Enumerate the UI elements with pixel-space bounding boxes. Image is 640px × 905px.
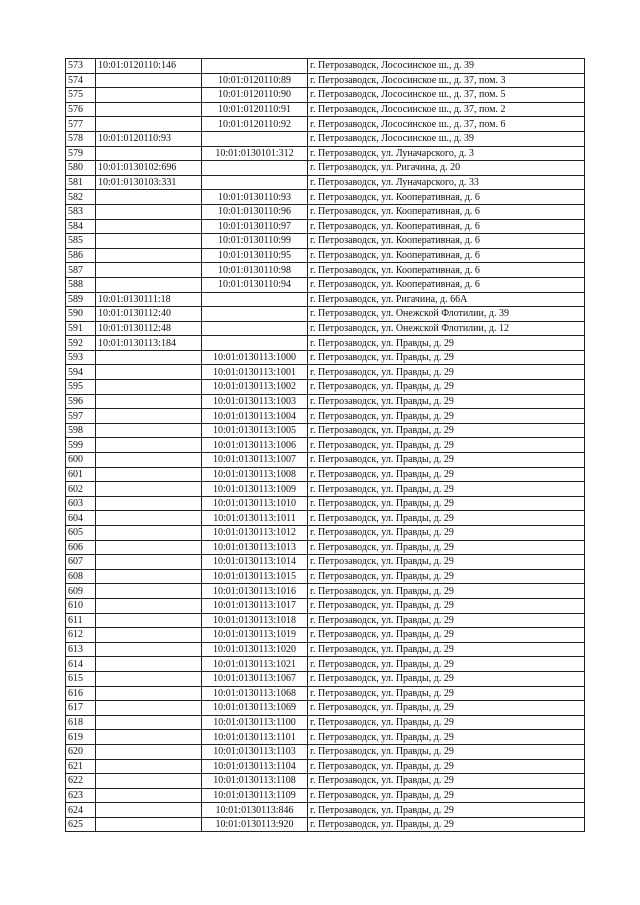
address-cell: г. Петрозаводск, ул. Правды, д. 29 <box>308 438 585 453</box>
cadastral-number-cell <box>96 671 202 686</box>
cadastral-number-cell <box>96 774 202 789</box>
row-number-cell: 599 <box>66 438 96 453</box>
row-number-cell: 620 <box>66 744 96 759</box>
row-number-cell: 618 <box>66 715 96 730</box>
address-cell: г. Петрозаводск, ул. Правды, д. 29 <box>308 701 585 716</box>
address-cell: г. Петрозаводск, ул. Правды, д. 29 <box>308 467 585 482</box>
premises-cadastral-number-cell: 10:01:0130110:98 <box>202 263 308 278</box>
table-row <box>66 526 585 541</box>
cadastral-number-cell: 10:01:0130112:48 <box>96 321 202 336</box>
address-cell: г. Петрозаводск, ул. Правды, д. 29 <box>308 365 585 380</box>
table-row <box>66 88 585 103</box>
cadastral-number-cell <box>96 365 202 380</box>
property-registry-table <box>65 58 585 832</box>
premises-cadastral-number-cell: 10:01:0130113:1108 <box>202 774 308 789</box>
address-cell: г. Петрозаводск, ул. Правды, д. 29 <box>308 569 585 584</box>
row-number-cell: 591 <box>66 321 96 336</box>
table-row <box>66 453 585 468</box>
address-cell: г. Петрозаводск, ул. Правды, д. 29 <box>308 409 585 424</box>
table-row <box>66 409 585 424</box>
row-number-cell: 580 <box>66 161 96 176</box>
table-row <box>66 715 585 730</box>
row-number-cell: 585 <box>66 234 96 249</box>
row-number-cell: 607 <box>66 555 96 570</box>
premises-cadastral-number-cell: 10:01:0130113:1007 <box>202 453 308 468</box>
row-number-cell: 612 <box>66 628 96 643</box>
premises-cadastral-number-cell: 10:01:0130113:1011 <box>202 511 308 526</box>
table-row <box>66 701 585 716</box>
cadastral-number-cell <box>96 657 202 672</box>
premises-cadastral-number-cell: 10:01:0130113:1021 <box>202 657 308 672</box>
address-cell: г. Петрозаводск, ул. Правды, д. 29 <box>308 657 585 672</box>
row-number-cell: 624 <box>66 803 96 818</box>
premises-cadastral-number-cell: 10:01:0130113:1109 <box>202 788 308 803</box>
address-cell: г. Петрозаводск, ул. Правды, д. 29 <box>308 744 585 759</box>
row-number-cell: 589 <box>66 292 96 307</box>
row-number-cell: 617 <box>66 701 96 716</box>
premises-cadastral-number-cell: 10:01:0130113:1104 <box>202 759 308 774</box>
premises-cadastral-number-cell: 10:01:0130113:1012 <box>202 526 308 541</box>
address-cell: г. Петрозаводск, ул. Правды, д. 29 <box>308 759 585 774</box>
premises-cadastral-number-cell: 10:01:0130113:920 <box>202 817 308 832</box>
premises-cadastral-number-cell: 10:01:0130113:1006 <box>202 438 308 453</box>
address-cell: г. Петрозаводск, ул. Правды, д. 29 <box>308 671 585 686</box>
table-row <box>66 161 585 176</box>
premises-cadastral-number-cell: 10:01:0130113:1010 <box>202 496 308 511</box>
cadastral-number-cell: 10:01:0120110:93 <box>96 131 202 146</box>
row-number-cell: 597 <box>66 409 96 424</box>
row-number-cell: 609 <box>66 584 96 599</box>
cadastral-number-cell <box>96 628 202 643</box>
cadastral-number-cell <box>96 701 202 716</box>
premises-cadastral-number-cell: 10:01:0120110:89 <box>202 73 308 88</box>
address-cell: г. Петрозаводск, ул. Правды, д. 29 <box>308 642 585 657</box>
row-number-cell: 621 <box>66 759 96 774</box>
cadastral-number-cell <box>96 248 202 263</box>
row-number-cell: 603 <box>66 496 96 511</box>
premises-cadastral-number-cell: 10:01:0130110:99 <box>202 234 308 249</box>
table-row <box>66 219 585 234</box>
table-row <box>66 642 585 657</box>
table-row <box>66 248 585 263</box>
address-cell: г. Петрозаводск, ул. Правды, д. 29 <box>308 598 585 613</box>
address-cell: г. Петрозаводск, ул. Правды, д. 29 <box>308 350 585 365</box>
cadastral-number-cell <box>96 569 202 584</box>
row-number-cell: 581 <box>66 175 96 190</box>
cadastral-number-cell <box>96 453 202 468</box>
premises-cadastral-number-cell: 10:01:0130113:1008 <box>202 467 308 482</box>
premises-cadastral-number-cell: 10:01:0130113:1002 <box>202 380 308 395</box>
premises-cadastral-number-cell: 10:01:0130113:1015 <box>202 569 308 584</box>
address-cell: г. Петрозаводск, ул. Правды, д. 29 <box>308 423 585 438</box>
cadastral-number-cell <box>96 744 202 759</box>
cadastral-number-cell <box>96 146 202 161</box>
table-row <box>66 292 585 307</box>
row-number-cell: 605 <box>66 526 96 541</box>
cadastral-number-cell <box>96 788 202 803</box>
premises-cadastral-number-cell: 10:01:0130113:1014 <box>202 555 308 570</box>
address-cell: г. Петрозаводск, Лососинское ш., д. 37, пом. 2 <box>308 102 585 117</box>
row-number-cell: 610 <box>66 598 96 613</box>
row-number-cell: 590 <box>66 307 96 322</box>
table-row <box>66 686 585 701</box>
address-cell: г. Петрозаводск, ул. Правды, д. 29 <box>308 511 585 526</box>
premises-cadastral-number-cell: 10:01:0130113:1019 <box>202 628 308 643</box>
premises-cadastral-number-cell: 10:01:0130113:1017 <box>202 598 308 613</box>
row-number-cell: 602 <box>66 482 96 497</box>
table-row <box>66 102 585 117</box>
table-row <box>66 175 585 190</box>
premises-cadastral-number-cell <box>202 131 308 146</box>
table-row <box>66 657 585 672</box>
row-number-cell: 608 <box>66 569 96 584</box>
cadastral-number-cell <box>96 817 202 832</box>
cadastral-number-cell <box>96 438 202 453</box>
premises-cadastral-number-cell <box>202 321 308 336</box>
table-row <box>66 131 585 146</box>
table-row <box>66 613 585 628</box>
table-row <box>66 803 585 818</box>
premises-cadastral-number-cell <box>202 175 308 190</box>
table-row <box>66 744 585 759</box>
premises-cadastral-number-cell: 10:01:0130113:1018 <box>202 613 308 628</box>
address-cell: г. Петрозаводск, ул. Правды, д. 29 <box>308 394 585 409</box>
row-number-cell: 587 <box>66 263 96 278</box>
premises-cadastral-number-cell: 10:01:0130113:1103 <box>202 744 308 759</box>
cadastral-number-cell <box>96 511 202 526</box>
row-number-cell: 584 <box>66 219 96 234</box>
address-cell: г. Петрозаводск, ул. Правды, д. 29 <box>308 628 585 643</box>
document-page <box>65 58 585 832</box>
row-number-cell: 601 <box>66 467 96 482</box>
table-row <box>66 584 585 599</box>
premises-cadastral-number-cell: 10:01:0130110:94 <box>202 277 308 292</box>
cadastral-number-cell <box>96 482 202 497</box>
premises-cadastral-number-cell: 10:01:0130113:1001 <box>202 365 308 380</box>
premises-cadastral-number-cell <box>202 59 308 74</box>
row-number-cell: 592 <box>66 336 96 351</box>
table-row <box>66 540 585 555</box>
premises-cadastral-number-cell: 10:01:0130113:1000 <box>202 350 308 365</box>
premises-cadastral-number-cell: 10:01:0130101:312 <box>202 146 308 161</box>
address-cell: г. Петрозаводск, ул. Правды, д. 29 <box>308 540 585 555</box>
cadastral-number-cell <box>96 803 202 818</box>
table-row <box>66 117 585 132</box>
table-row <box>66 73 585 88</box>
premises-cadastral-number-cell: 10:01:0130113:1016 <box>202 584 308 599</box>
cadastral-number-cell <box>96 759 202 774</box>
table-row <box>66 788 585 803</box>
address-cell: г. Петрозаводск, ул. Правды, д. 29 <box>308 496 585 511</box>
premises-cadastral-number-cell: 10:01:0120110:90 <box>202 88 308 103</box>
table-row <box>66 569 585 584</box>
row-number-cell: 619 <box>66 730 96 745</box>
address-cell: г. Петрозаводск, ул. Ригачина, д. 66А <box>308 292 585 307</box>
row-number-cell: 595 <box>66 380 96 395</box>
row-number-cell: 606 <box>66 540 96 555</box>
address-cell: г. Петрозаводск, Лососинское ш., д. 37, пом. 5 <box>308 88 585 103</box>
row-number-cell: 575 <box>66 88 96 103</box>
cadastral-number-cell <box>96 234 202 249</box>
premises-cadastral-number-cell: 10:01:0130110:97 <box>202 219 308 234</box>
row-number-cell: 578 <box>66 131 96 146</box>
address-cell: г. Петрозаводск, ул. Кооперативная, д. 6 <box>308 263 585 278</box>
row-number-cell: 594 <box>66 365 96 380</box>
address-cell: г. Петрозаводск, ул. Кооперативная, д. 6 <box>308 234 585 249</box>
row-number-cell: 615 <box>66 671 96 686</box>
row-number-cell: 611 <box>66 613 96 628</box>
table-row <box>66 511 585 526</box>
cadastral-number-cell <box>96 555 202 570</box>
row-number-cell: 596 <box>66 394 96 409</box>
address-cell: г. Петрозаводск, ул. Правды, д. 29 <box>308 526 585 541</box>
cadastral-number-cell <box>96 584 202 599</box>
row-number-cell: 574 <box>66 73 96 88</box>
premises-cadastral-number-cell: 10:01:0130113:1009 <box>202 482 308 497</box>
table-row <box>66 628 585 643</box>
cadastral-number-cell <box>96 715 202 730</box>
cadastral-number-cell <box>96 204 202 219</box>
cadastral-number-cell: 10:01:0120110:146 <box>96 59 202 74</box>
table-row <box>66 496 585 511</box>
cadastral-number-cell <box>96 73 202 88</box>
premises-cadastral-number-cell: 10:01:0130113:1013 <box>202 540 308 555</box>
cadastral-number-cell <box>96 394 202 409</box>
address-cell: г. Петрозаводск, ул. Правды, д. 29 <box>308 336 585 351</box>
premises-cadastral-number-cell: 10:01:0130110:93 <box>202 190 308 205</box>
cadastral-number-cell: 10:01:0130102:696 <box>96 161 202 176</box>
table-row <box>66 365 585 380</box>
premises-cadastral-number-cell: 10:01:0130113:1100 <box>202 715 308 730</box>
table-row <box>66 817 585 832</box>
row-number-cell: 573 <box>66 59 96 74</box>
cadastral-number-cell <box>96 467 202 482</box>
address-cell: г. Петрозаводск, ул. Онежской Флотилии, д. 12 <box>308 321 585 336</box>
row-number-cell: 577 <box>66 117 96 132</box>
table-row <box>66 336 585 351</box>
address-cell: г. Петрозаводск, ул. Правды, д. 29 <box>308 730 585 745</box>
table-row <box>66 59 585 74</box>
address-cell: г. Петрозаводск, ул. Ригачина, д. 20 <box>308 161 585 176</box>
cadastral-number-cell: 10:01:0130111:18 <box>96 292 202 307</box>
table-row <box>66 321 585 336</box>
cadastral-number-cell <box>96 263 202 278</box>
row-number-cell: 614 <box>66 657 96 672</box>
cadastral-number-cell <box>96 277 202 292</box>
premises-cadastral-number-cell: 10:01:0120110:91 <box>202 102 308 117</box>
cadastral-number-cell: 10:01:0130113:184 <box>96 336 202 351</box>
cadastral-number-cell <box>96 686 202 701</box>
premises-cadastral-number-cell: 10:01:0130113:846 <box>202 803 308 818</box>
address-cell: г. Петрозаводск, ул. Луначарского, д. 3 <box>308 146 585 161</box>
address-cell: г. Петрозаводск, ул. Кооперативная, д. 6 <box>308 248 585 263</box>
address-cell: г. Петрозаводск, ул. Правды, д. 29 <box>308 817 585 832</box>
cadastral-number-cell <box>96 540 202 555</box>
row-number-cell: 623 <box>66 788 96 803</box>
row-number-cell: 586 <box>66 248 96 263</box>
table-row <box>66 190 585 205</box>
cadastral-number-cell <box>96 730 202 745</box>
cadastral-number-cell <box>96 117 202 132</box>
premises-cadastral-number-cell: 10:01:0130113:1069 <box>202 701 308 716</box>
table-row <box>66 234 585 249</box>
address-cell: г. Петрозаводск, ул. Кооперативная, д. 6 <box>308 204 585 219</box>
address-cell: г. Петрозаводск, ул. Правды, д. 29 <box>308 686 585 701</box>
premises-cadastral-number-cell: 10:01:0130110:96 <box>202 204 308 219</box>
row-number-cell: 613 <box>66 642 96 657</box>
address-cell: г. Петрозаводск, ул. Правды, д. 29 <box>308 482 585 497</box>
address-cell: г. Петрозаводск, Лососинское ш., д. 37, пом. 6 <box>308 117 585 132</box>
premises-cadastral-number-cell: 10:01:0130113:1068 <box>202 686 308 701</box>
row-number-cell: 600 <box>66 453 96 468</box>
cadastral-number-cell <box>96 219 202 234</box>
row-number-cell: 588 <box>66 277 96 292</box>
table-row <box>66 438 585 453</box>
premises-cadastral-number-cell: 10:01:0130113:1067 <box>202 671 308 686</box>
cadastral-number-cell <box>96 409 202 424</box>
cadastral-number-cell <box>96 526 202 541</box>
address-cell: г. Петрозаводск, ул. Правды, д. 29 <box>308 774 585 789</box>
cadastral-number-cell <box>96 350 202 365</box>
row-number-cell: 583 <box>66 204 96 219</box>
table-row <box>66 467 585 482</box>
cadastral-number-cell <box>96 102 202 117</box>
address-cell: г. Петрозаводск, Лососинское ш., д. 39 <box>308 59 585 74</box>
table-row <box>66 146 585 161</box>
cadastral-number-cell <box>96 190 202 205</box>
table-row <box>66 482 585 497</box>
address-cell: г. Петрозаводск, Лососинское ш., д. 39 <box>308 131 585 146</box>
address-cell: г. Петрозаводск, ул. Правды, д. 29 <box>308 584 585 599</box>
premises-cadastral-number-cell: 10:01:0130113:1003 <box>202 394 308 409</box>
cadastral-number-cell <box>96 380 202 395</box>
cadastral-number-cell <box>96 423 202 438</box>
table-row <box>66 555 585 570</box>
table-row <box>66 204 585 219</box>
cadastral-number-cell <box>96 613 202 628</box>
table-row <box>66 277 585 292</box>
address-cell: г. Петрозаводск, ул. Правды, д. 29 <box>308 555 585 570</box>
premises-cadastral-number-cell <box>202 161 308 176</box>
premises-cadastral-number-cell: 10:01:0130110:95 <box>202 248 308 263</box>
cadastral-number-cell <box>96 88 202 103</box>
row-number-cell: 579 <box>66 146 96 161</box>
premises-cadastral-number-cell <box>202 292 308 307</box>
address-cell: г. Петрозаводск, ул. Правды, д. 29 <box>308 788 585 803</box>
premises-cadastral-number-cell: 10:01:0130113:1101 <box>202 730 308 745</box>
address-cell: г. Петрозаводск, ул. Правды, д. 29 <box>308 803 585 818</box>
cadastral-number-cell <box>96 598 202 613</box>
table-row <box>66 598 585 613</box>
registry-table-body <box>66 59 585 832</box>
address-cell: г. Петрозаводск, ул. Правды, д. 29 <box>308 380 585 395</box>
cadastral-number-cell <box>96 496 202 511</box>
address-cell: г. Петрозаводск, ул. Луначарского, д. 33 <box>308 175 585 190</box>
table-row <box>66 394 585 409</box>
address-cell: г. Петрозаводск, ул. Кооперативная, д. 6 <box>308 277 585 292</box>
cadastral-number-cell: 10:01:0130103:331 <box>96 175 202 190</box>
address-cell: г. Петрозаводск, ул. Правды, д. 29 <box>308 715 585 730</box>
table-row <box>66 759 585 774</box>
row-number-cell: 616 <box>66 686 96 701</box>
table-row <box>66 774 585 789</box>
table-row <box>66 307 585 322</box>
address-cell: г. Петрозаводск, ул. Онежской Флотилии, д. 39 <box>308 307 585 322</box>
row-number-cell: 622 <box>66 774 96 789</box>
row-number-cell: 625 <box>66 817 96 832</box>
premises-cadastral-number-cell: 10:01:0130113:1005 <box>202 423 308 438</box>
address-cell: г. Петрозаводск, ул. Правды, д. 29 <box>308 613 585 628</box>
premises-cadastral-number-cell: 10:01:0130113:1004 <box>202 409 308 424</box>
table-row <box>66 350 585 365</box>
address-cell: г. Петрозаводск, ул. Кооперативная, д. 6 <box>308 190 585 205</box>
table-row <box>66 263 585 278</box>
row-number-cell: 593 <box>66 350 96 365</box>
premises-cadastral-number-cell: 10:01:0130113:1020 <box>202 642 308 657</box>
row-number-cell: 598 <box>66 423 96 438</box>
address-cell: г. Петрозаводск, ул. Кооперативная, д. 6 <box>308 219 585 234</box>
table-row <box>66 730 585 745</box>
row-number-cell: 582 <box>66 190 96 205</box>
table-row <box>66 423 585 438</box>
row-number-cell: 576 <box>66 102 96 117</box>
premises-cadastral-number-cell <box>202 336 308 351</box>
table-row <box>66 671 585 686</box>
cadastral-number-cell: 10:01:0130112:40 <box>96 307 202 322</box>
cadastral-number-cell <box>96 642 202 657</box>
premises-cadastral-number-cell <box>202 307 308 322</box>
premises-cadastral-number-cell: 10:01:0120110:92 <box>202 117 308 132</box>
row-number-cell: 604 <box>66 511 96 526</box>
address-cell: г. Петрозаводск, Лососинское ш., д. 37, пом. 3 <box>308 73 585 88</box>
table-row <box>66 380 585 395</box>
address-cell: г. Петрозаводск, ул. Правды, д. 29 <box>308 453 585 468</box>
